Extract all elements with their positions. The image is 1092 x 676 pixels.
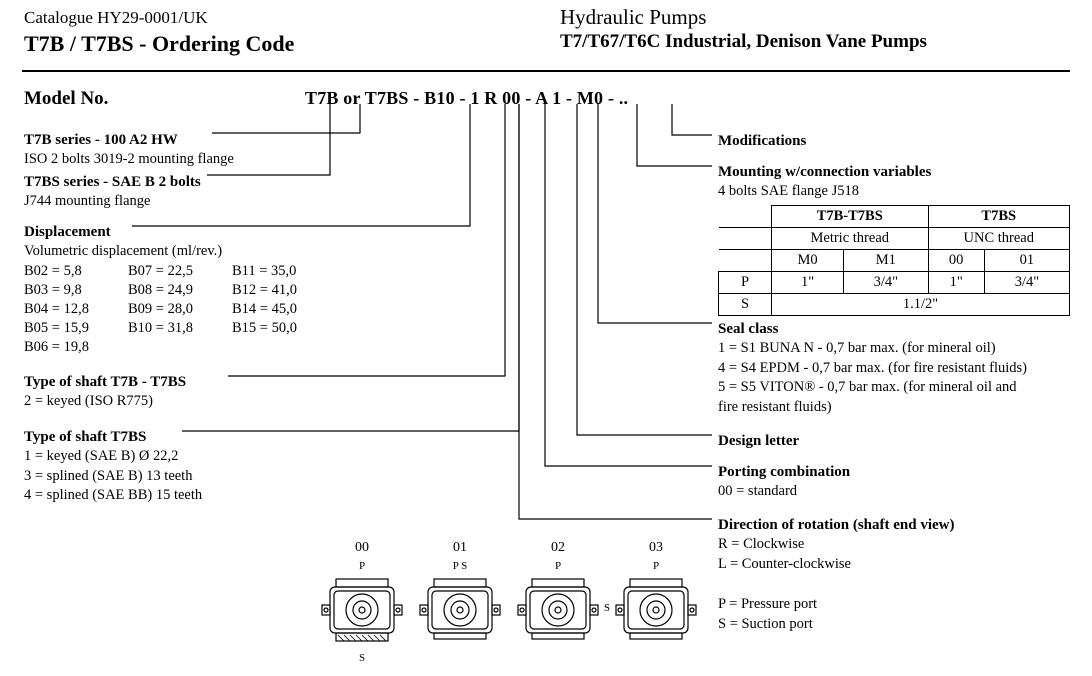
displacement-desc: Volumetric displacement (ml/rev.) — [24, 243, 223, 260]
shaft-t7bs-title: Type of shaft T7BS — [24, 429, 147, 445]
pump-diagram-group — [300, 540, 730, 670]
pump-diagram-03 — [603, 540, 706, 665]
table-row — [24, 301, 342, 320]
table-row — [24, 282, 342, 301]
port-legend-item: S = Suction port — [718, 615, 813, 632]
pump-pressure-port-label: P — [358, 560, 366, 572]
ordering-code: T7B or T7BS - B10 - 1 R 00 - A 1 - M0 - .. — [305, 88, 629, 108]
disp-cell: B10 = 31,8 — [128, 320, 193, 336]
pump-diagram-01 — [410, 540, 510, 665]
sub-header: UNC thread — [928, 228, 1069, 250]
table-row — [24, 263, 342, 282]
seal-class-block — [718, 319, 1027, 418]
pump-pressure-port-label: P — [554, 560, 562, 572]
product-family-title: Hydraulic Pumps — [560, 5, 707, 29]
table-cell: 3/4" — [984, 272, 1069, 294]
porting-combination-desc: 00 = standard — [718, 483, 798, 500]
pump-outline-icon — [603, 573, 706, 651]
displacement-table — [24, 263, 342, 358]
shaft-t7b-item: 2 = keyed (ISO R775) — [24, 393, 153, 410]
shaft-t7bs-item: 4 = splined (SAE BB) 15 teeth — [24, 487, 203, 504]
table-cell: 3/4" — [844, 272, 928, 294]
t7bs-series-block — [24, 172, 201, 212]
disp-cell: B02 = 5,8 — [24, 263, 82, 279]
pump-pressure-port-label: P — [652, 560, 660, 572]
design-letter-block — [718, 431, 799, 451]
disp-cell: B03 = 9,8 — [24, 282, 82, 298]
product-family-subtitle: T7/T67/T6C Industrial, Denison Vane Pumps — [560, 31, 927, 52]
group-header: T7BS — [928, 206, 1069, 228]
t7b-series-block — [24, 130, 234, 170]
mounting-desc: 4 bolts SAE flange J518 — [718, 183, 859, 200]
porting-combination-block — [718, 462, 850, 502]
shaft-t7b-title: Type of shaft T7B - T7BS — [24, 374, 187, 390]
pump-diagram-00 — [312, 540, 412, 665]
shaft-t7b-block — [24, 372, 186, 412]
pump-suction-port-label: S — [358, 652, 366, 664]
table-cell: 1" — [772, 272, 844, 294]
porting-combination-title: Porting combination — [718, 464, 851, 480]
modifications-block — [718, 131, 806, 151]
sub-header: Metric thread — [772, 228, 929, 250]
rotation-item: L = Counter-clockwise — [718, 555, 851, 572]
pump-code-label: 03 — [649, 540, 663, 555]
disp-cell: B06 = 19,8 — [24, 339, 89, 355]
disp-cell: B09 = 28,0 — [128, 301, 193, 317]
t7b-series-title: T7B series - 100 A2 HW — [24, 132, 178, 148]
empty-corner-cell — [719, 228, 772, 250]
design-letter-title: Design letter — [718, 433, 800, 449]
rotation-title: Direction of rotation (shaft end view) — [718, 517, 955, 533]
port-legend-block — [718, 595, 817, 634]
disp-cell: B08 = 24,9 — [128, 282, 193, 298]
seal-class-item: 1 = S1 BUNA N - 0,7 bar max. (for mineral oil) — [718, 340, 996, 357]
modifications-title: Modifications — [718, 133, 807, 149]
empty-corner-cell — [719, 250, 772, 272]
table-cell: 1.1/2" — [772, 294, 1070, 316]
empty-corner-cell — [719, 206, 772, 228]
seal-class-title: Seal class — [718, 321, 779, 337]
shaft-t7bs-block — [24, 427, 202, 506]
table-row — [719, 228, 1070, 250]
shaft-t7bs-item: 1 = keyed (SAE B) Ø 22,2 — [24, 448, 179, 465]
displacement-title: Displacement — [24, 224, 111, 240]
pump-diagram-02 — [508, 540, 608, 665]
rotation-block — [718, 515, 955, 574]
table-row — [719, 294, 1070, 316]
disp-cell: B12 = 41,0 — [232, 282, 297, 298]
disp-cell: B07 = 22,5 — [128, 263, 193, 279]
col-header: M1 — [844, 250, 928, 272]
disp-cell: B11 = 35,0 — [232, 263, 297, 279]
pump-port-labels: P S — [452, 560, 468, 572]
disp-cell: B14 = 45,0 — [232, 301, 297, 317]
pump-code-label: 02 — [551, 540, 565, 555]
shaft-t7bs-item: 3 = splined (SAE B) 13 teeth — [24, 467, 193, 484]
row-label: S — [719, 294, 772, 316]
pump-suction-port-label: S — [603, 602, 610, 614]
pump-code-label: 01 — [453, 540, 467, 555]
t7b-series-desc: ISO 2 bolts 3019-2 mounting flange — [24, 151, 234, 168]
mounting-variables-table — [718, 205, 1070, 316]
header-divider — [22, 70, 1070, 72]
table-cell: 1" — [928, 272, 984, 294]
col-header: M0 — [772, 250, 844, 272]
table-row — [719, 206, 1070, 228]
rotation-item: R = Clockwise — [718, 536, 805, 553]
port-legend-item: P = Pressure port — [718, 596, 818, 612]
disp-cell: B04 = 12,8 — [24, 301, 89, 317]
col-header: 01 — [984, 250, 1069, 272]
pump-outline-icon — [410, 573, 510, 651]
pump-outline-icon — [312, 573, 412, 651]
col-header: 00 — [928, 250, 984, 272]
seal-class-item: 4 = S4 EPDM - 0,7 bar max. (for fire resistant fluids) — [718, 359, 1027, 376]
seal-class-item: fire resistant fluids) — [718, 398, 832, 415]
pump-outline-icon — [508, 573, 608, 651]
table-row — [24, 339, 342, 358]
disp-cell: B05 = 15,9 — [24, 320, 89, 336]
mounting-block — [718, 162, 931, 202]
table-row — [719, 250, 1070, 272]
disp-cell — [128, 339, 232, 358]
disp-cell: B15 = 50,0 — [232, 320, 297, 336]
page-title: T7B / T7BS - Ordering Code — [24, 31, 295, 56]
pump-code-label: 00 — [355, 540, 369, 555]
t7bs-series-desc: J744 mounting flange — [24, 193, 151, 210]
catalogue-number: Catalogue HY29-0001/UK — [24, 8, 208, 27]
row-label: P — [719, 272, 772, 294]
t7bs-series-title: T7BS series - SAE B 2 bolts — [24, 174, 201, 190]
displacement-block — [24, 222, 222, 262]
table-row — [24, 320, 342, 339]
disp-cell — [232, 339, 342, 358]
mounting-title: Mounting w/connection variables — [718, 164, 932, 180]
table-row — [719, 272, 1070, 294]
seal-class-item: 5 = S5 VITON® - 0,7 bar max. (for mineral oil and — [718, 379, 1017, 396]
group-header: T7B-T7BS — [772, 206, 929, 228]
model-no-label: Model No. — [24, 88, 109, 109]
